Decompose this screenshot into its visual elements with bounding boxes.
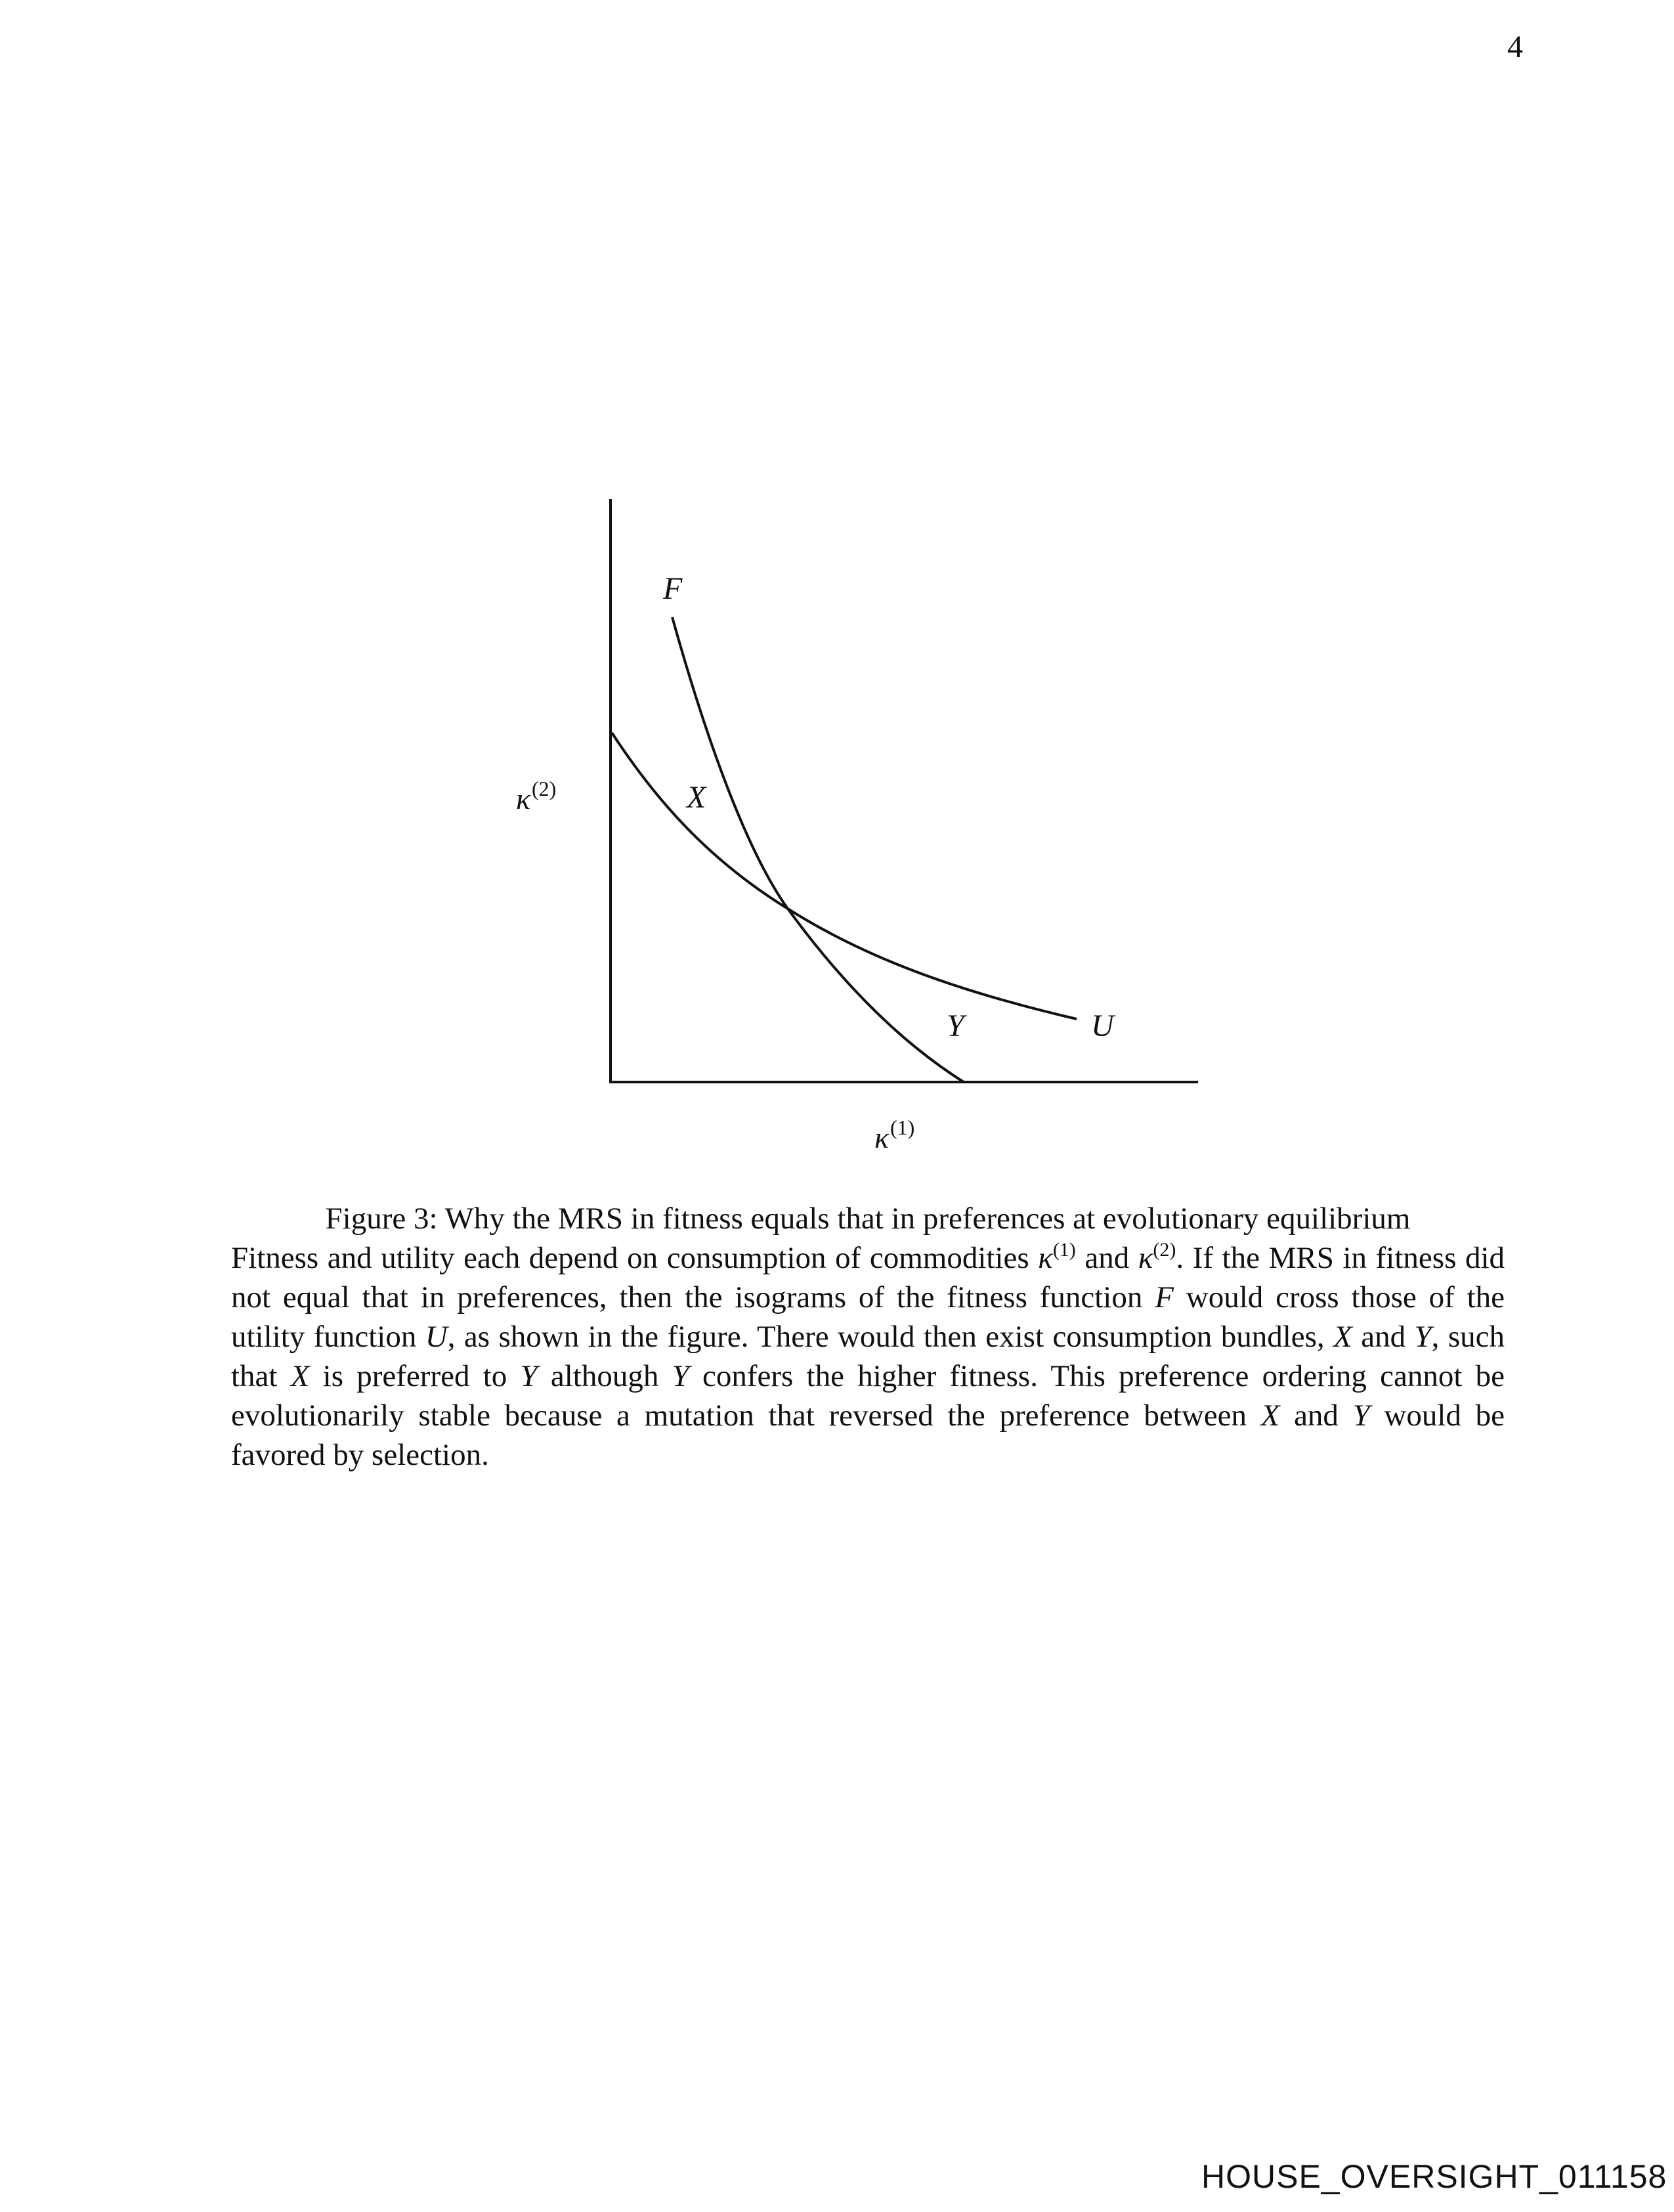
curve-u-label: U	[1091, 1008, 1114, 1043]
figure-caption	[231, 1199, 1505, 1475]
caption-var-x-1: X	[1333, 1320, 1352, 1354]
caption-text-5: , as shown in the figure. There would then exist consumption bundles,	[447, 1320, 1334, 1354]
point-x-label: X	[687, 780, 706, 815]
caption-var-u: U	[425, 1320, 448, 1354]
caption-sup-1: (1)	[1052, 1239, 1076, 1261]
caption-text-8: is preferred to	[309, 1359, 521, 1393]
caption-text-7: , such that	[231, 1320, 1505, 1393]
caption-text-4: would cross those of the utility function	[231, 1280, 1505, 1354]
caption-kappa-1: κ	[1038, 1241, 1053, 1275]
caption-var-x-3: X	[1260, 1399, 1280, 1433]
x-axis-label-superscript: (1)	[890, 1116, 915, 1139]
caption-text-3: . If the MRS in fitness did not equal that in preferences, then the isograms of the fitness function	[231, 1241, 1505, 1314]
caption-text-11: and	[1279, 1399, 1353, 1433]
x-axis-label-symbol: κ	[874, 1121, 890, 1154]
caption-var-y-2: Y	[520, 1359, 538, 1393]
y-axis-label-superscript: (2)	[532, 777, 557, 800]
caption-var-f: F	[1155, 1280, 1174, 1314]
utility-curve-u	[612, 733, 1077, 1019]
caption-var-x-2: X	[290, 1359, 310, 1393]
caption-var-y-4: Y	[1352, 1399, 1370, 1433]
caption-var-y-3: Y	[672, 1359, 689, 1393]
caption-text-1: Fitness and utility each depend on consumption of commodities	[231, 1241, 1039, 1275]
curve-f-label: F	[663, 571, 683, 606]
point-y-label: Y	[947, 1008, 964, 1043]
page-number: 4	[1507, 30, 1523, 64]
y-axis-label-symbol: κ	[516, 782, 531, 815]
caption-text-2: and	[1075, 1241, 1138, 1275]
caption-text-6: and	[1352, 1320, 1415, 1354]
caption-text-9: although	[537, 1359, 672, 1393]
fitness-curve-f	[672, 617, 964, 1082]
bates-stamp: HOUSE_OVERSIGHT_011158	[1201, 2158, 1667, 2195]
caption-var-y-1: Y	[1414, 1320, 1432, 1354]
caption-sup-2: (2)	[1153, 1239, 1176, 1261]
caption-text-12: would be favored by selection.	[231, 1399, 1505, 1472]
caption-title: Figure 3: Why the MRS in fitness equals that in preferences at evolutionary equilibrium	[325, 1202, 1411, 1236]
caption-text-10: confers the higher fitness. This preference ordering cannot be evolutionarily stable because a mutation that reversed the preference between	[231, 1359, 1505, 1433]
caption-kappa-2: κ	[1138, 1241, 1153, 1275]
